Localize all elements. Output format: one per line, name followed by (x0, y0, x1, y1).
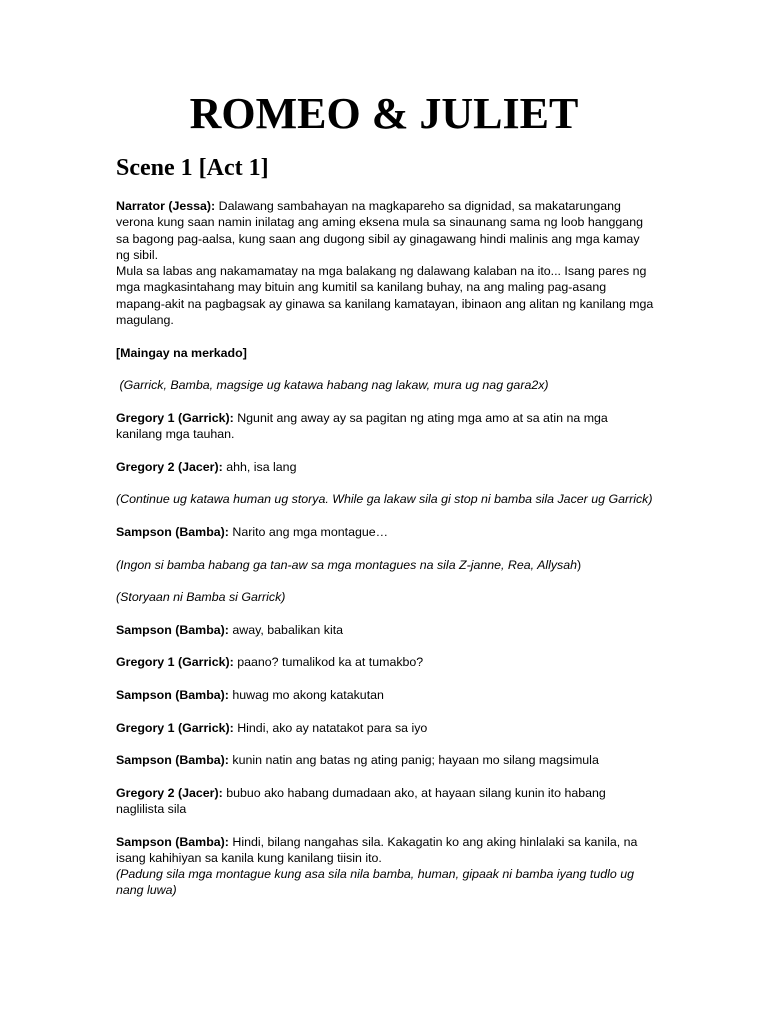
dialogue-text: Hindi, ako ay natatakot para sa iyo (237, 720, 428, 735)
speaker-label: Gregory 1 (Garrick): (116, 410, 234, 425)
dialogue-text: bubuo ako habang dumadaan ako, at hayaan silang kunin ito habang naglilista sila (116, 785, 606, 816)
scene-heading: Scene 1 [Act 1] (116, 155, 269, 181)
speaker-label: Gregory 1 (Garrick): (116, 655, 234, 670)
speaker-label: Sampson (Bamba): (116, 524, 229, 539)
dialogue-line (116, 834, 656, 867)
dialogue-line (116, 785, 656, 818)
stage-direction: (Storyaan ni Bamba si Garrick) (116, 590, 286, 605)
stage-direction: (Padung sila mga montague kung asa sila nila bamba, human, gipaak ni bamba iyang tudlo ug nang luwa) (116, 867, 634, 898)
dialogue-text: Hindi, bilang nangahas sila. Kakagatin ko ang aking hinlalaki sa kanila, na isang kahihiyan sa kanila kung kanilang tiisin ito. (116, 834, 638, 865)
narrator-line-continued: Mula sa labas ang nakamamatay na mga balakang ng dalawang kalaban na ito... Isang pares ng mga magkasintahang may bituin ang kumitil sa kanilang buhay, na ang maling pag-asang mapang-akit na pagbagsak ay ginawa sa kanilang kamatayan, ibinaon ang alitan ng kanilang mga magulang. (116, 264, 654, 328)
dialogue-line (116, 410, 656, 443)
dialogue-text: kunin natin ang batas ng ating panig; hayaan mo silang magsimula (232, 753, 599, 768)
document-title: ROMEO & JULIET (189, 89, 579, 138)
dialogue-text: huwag mo akong katakutan (232, 687, 384, 702)
dialogue-text: Narito ang mga montague… (232, 524, 389, 539)
dialogue-text: away, babalikan kita (232, 622, 344, 637)
script-body (116, 198, 656, 915)
speaker-label: Sampson (Bamba): (116, 622, 229, 637)
dialogue-line (116, 524, 656, 540)
dialogue-line (116, 687, 656, 703)
dialogue-line (116, 654, 656, 670)
setting-heading: [Maingay na merkado] (116, 345, 247, 360)
dialogue-text: ahh, isa lang (226, 459, 297, 474)
speaker-label: Sampson (Bamba): (116, 834, 229, 849)
stage-direction: (Continue ug katawa human ug storya. While ga lakaw sila gi stop ni bamba sila Jacer ug Garrick) (116, 492, 653, 507)
speaker-label: Sampson (Bamba): (116, 753, 229, 768)
speaker-label: Gregory 2 (Jacer): (116, 459, 223, 474)
dialogue-line (116, 459, 656, 475)
dialogue-text: Ngunit ang away ay sa pagitan ng ating mga amo at sa atin na mga kanilang mga tauhan. (116, 410, 608, 442)
stage-direction (116, 557, 656, 573)
stage-direction (116, 377, 656, 393)
narrator-line (116, 198, 656, 263)
speaker-label: Gregory 2 (Jacer): (116, 785, 223, 800)
speaker-label: Gregory 1 (Garrick): (116, 720, 234, 735)
dialogue-line (116, 720, 656, 736)
dialogue-text: Dalawang sambahayan na magkapareho sa dignidad, sa makatarungang verona kung saan namin inilatag ang aming eksena mula sa sinaunang sama ng loob hanggang sa bagong pag-aalsa, kung saan ang dugong sibil ay ginagawang hindi malinis ang mga kamay ng sibil. (116, 199, 643, 262)
dialogue-line (116, 752, 656, 768)
speaker-label: Sampson (Bamba): (116, 687, 229, 702)
stage-direction-text: (Ingon si bamba habang ga tan-aw sa mga montagues na sila Z-janne, Rea, Allysah (116, 557, 578, 572)
speaker-label: Narrator (Jessa): (116, 199, 216, 213)
stage-direction-text: (Garrick, Bamba, magsige ug katawa habang nag lakaw, mura ug nag gara2x) (119, 378, 549, 393)
stage-direction-close: ) (577, 557, 582, 572)
dialogue-text: paano? tumalikod ka at tumakbo? (237, 655, 424, 670)
dialogue-line (116, 622, 656, 638)
